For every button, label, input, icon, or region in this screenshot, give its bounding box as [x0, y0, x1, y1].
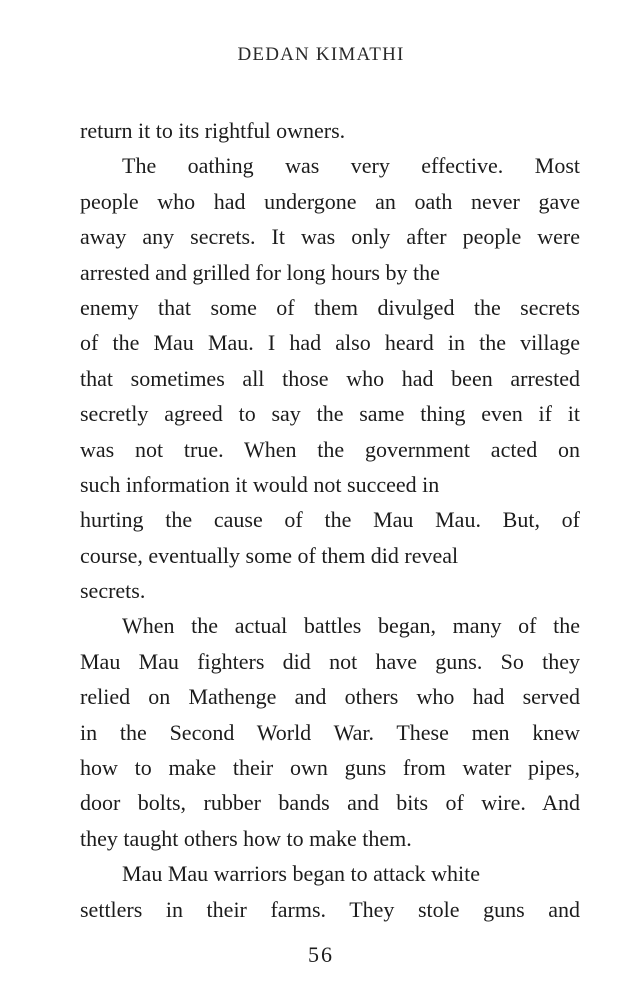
text-line: hurting the cause of the Mau Mau. But, of	[80, 507, 580, 533]
text-line: secretly agreed to say the same thing even if it	[80, 401, 580, 427]
text-line: arrested and grilled for long hours by the	[80, 259, 440, 285]
text-line: Mau Mau fighters did not have guns. So they	[80, 648, 580, 674]
text-line: return it to its rightful owners.	[80, 118, 346, 143]
text-line: people who had undergone an oath never gave	[80, 188, 580, 214]
text-line: settlers in their farms. They stole guns and	[80, 896, 580, 922]
text-line: Mau Mau warriors began to attack white	[122, 861, 480, 887]
text-line: relied on Mathenge and others who had served	[80, 684, 580, 710]
text-line: When the actual battles began, many of the	[122, 613, 580, 639]
text-line: course, eventually some of them did reveal	[80, 542, 459, 568]
page-number: 56	[308, 942, 334, 967]
text-line: away any secrets. It was only after people were	[80, 224, 580, 250]
text-line: The oathing was very effective. Most	[122, 153, 580, 179]
text-line: door bolts, rubber bands and bits of wire. And	[80, 790, 580, 816]
body-text	[80, 113, 580, 927]
running-head: DEDAN KIMATHI	[237, 44, 405, 65]
text-line: how to make their own guns from water pipes,	[80, 755, 580, 781]
text-line: that sometimes all those who had been arrested	[80, 365, 580, 391]
text-line: secrets.	[80, 578, 146, 604]
text-line: of the Mau Mau. I had also heard in the village	[80, 330, 580, 356]
text-line: they taught others how to make them.	[80, 825, 412, 851]
text-line: enemy that some of them divulged the secrets	[80, 294, 580, 320]
text-line: such information it would not succeed in	[80, 471, 440, 497]
text-line: in the Second World War. These men knew	[80, 719, 580, 745]
text-line: was not true. When the government acted on	[80, 436, 580, 462]
